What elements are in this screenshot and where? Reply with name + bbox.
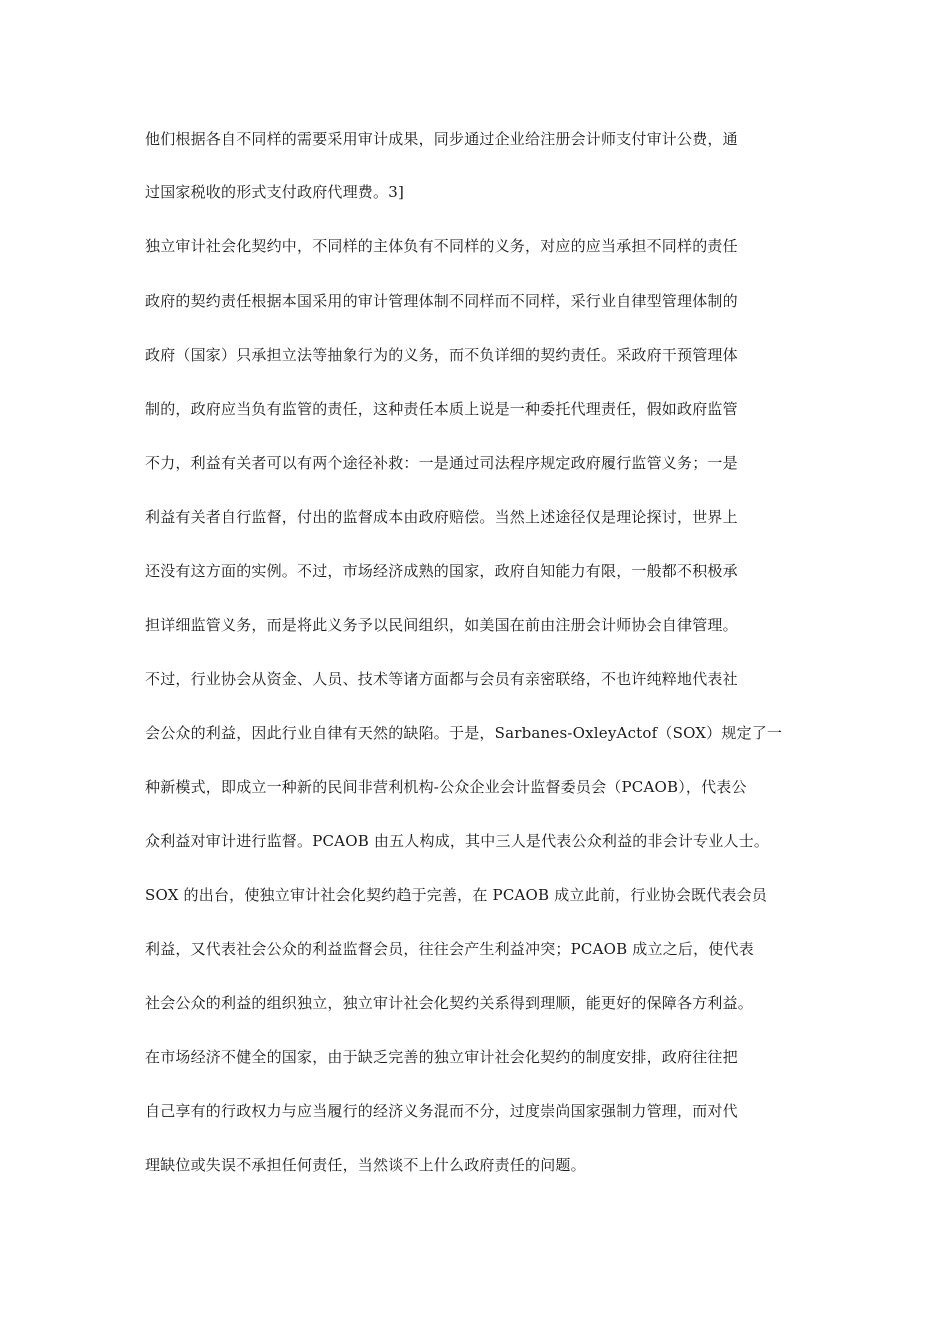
text-line: 自己享有的行政权力与应当履行的经济义务混而不分，过度崇尚国家强制力管理，而对代 bbox=[145, 1102, 738, 1120]
text-line: 政府（国家）只承担立法等抽象行为的义务，而不负详细的契约责任。采政府干预管理体 bbox=[145, 346, 738, 364]
text-line: SOX 的出台，使独立审计社会化契约趋于完善，在 PCAOB 成立此前，行业协会既代表会员 bbox=[145, 886, 768, 904]
text-line: 还没有这方面的实例。不过，市场经济成熟的国家，政府自知能力有限，一般都不积极承 bbox=[145, 562, 738, 580]
text-line: 独立审计社会化契约中，不同样的主体负有不同样的义务，对应的应当承担不同样的责任 bbox=[145, 237, 738, 255]
text-line: 利益，又代表社会公众的利益监督会员，往往会产生利益冲突；PCAOB 成立之后，使代表 bbox=[145, 940, 754, 958]
text-line: 他们根据各自不同样的需要采用审计成果，同步通过企业给注册会计师支付审计公费，通 bbox=[145, 130, 738, 148]
text-line: 过国家税收的形式支付政府代理费。3] bbox=[145, 183, 404, 201]
text-line: 制的，政府应当负有监管的责任，这种责任本质上说是一种委托代理责任，假如政府监管 bbox=[145, 400, 738, 418]
text-line: 不力，利益有关者可以有两个途径补救：一是通过司法程序规定政府履行监管义务；一是 bbox=[145, 454, 738, 472]
text-line: 众利益对审计进行监督。PCAOB 由五人构成，其中三人是代表公众利益的非会计专业人士。 bbox=[145, 832, 770, 850]
text-line: 种新模式，即成立一种新的民间非营利机构-公众企业会计监督委员会（PCAOB），代表公 bbox=[145, 778, 747, 796]
text-line: 社会公众的利益的组织独立，独立审计社会化契约关系得到理顺，能更好的保障各方利益。 bbox=[145, 994, 754, 1012]
text-line: 不过，行业协会从资金、人员、技术等诸方面都与会员有亲密联络，不也许纯粹地代表社 bbox=[145, 670, 738, 688]
text-line: 会公众的利益，因此行业自律有天然的缺陷。于是，Sarbanes-OxleyActof（SOX）规定了一 bbox=[145, 724, 783, 742]
text-line: 理缺位或失误不承担任何责任，当然谈不上什么政府责任的问题。 bbox=[145, 1156, 586, 1174]
text-line: 利益有关者自行监督，付出的监督成本由政府赔偿。当然上述途径仅是理论探讨，世界上 bbox=[145, 508, 738, 526]
text-line: 担详细监管义务，而是将此义务予以民间组织，如美国在前由注册会计师协会自律管理。 bbox=[145, 616, 738, 634]
text-line: 在市场经济不健全的国家，由于缺乏完善的独立审计社会化契约的制度安排，政府往往把 bbox=[145, 1048, 738, 1066]
text-line: 政府的契约责任根据本国采用的审计管理体制不同样而不同样，采行业自律型管理体制的 bbox=[145, 292, 738, 310]
